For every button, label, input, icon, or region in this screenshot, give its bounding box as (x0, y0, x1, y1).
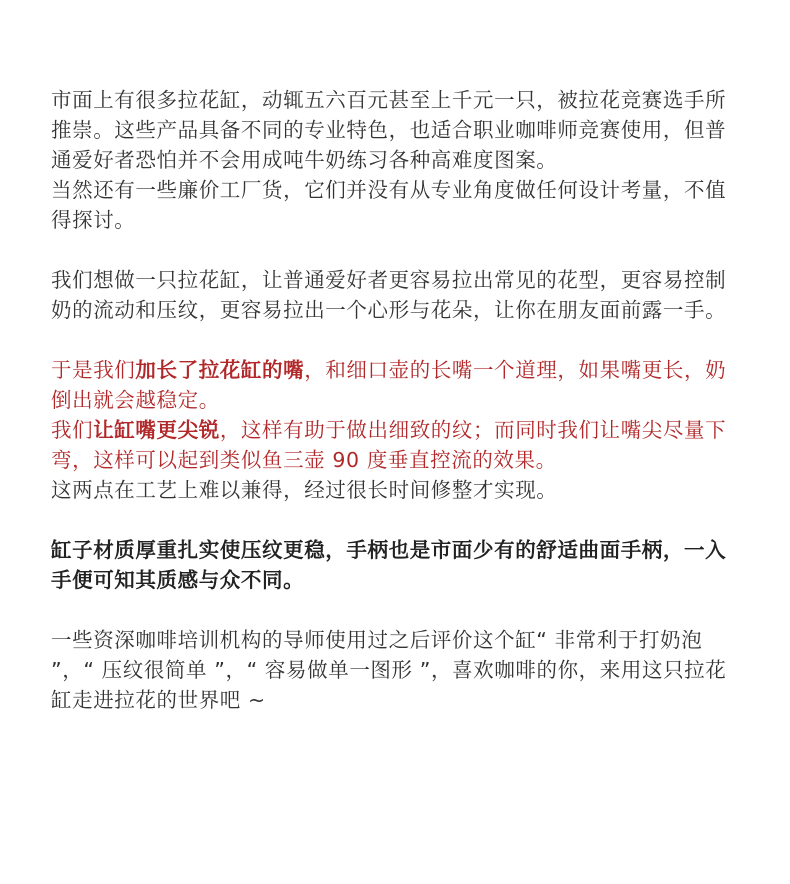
text-segment: ，和细口壶的长嘴一个道理，如果嘴更长，奶倒出就会越稳定。 (51, 358, 727, 412)
paragraph-gap (51, 595, 741, 625)
paragraph-gap (51, 235, 741, 265)
paragraph-market-intro: 市面上有很多拉花缸，动辄五六百元甚至上千元一只，被拉花竞赛选手所推崇。这些产品具备不同的专业特色，也适合职业咖啡师竞赛使用，但普通爱好者恐怕并不会用成吨牛奶练习各种高难度图案。 (51, 88, 727, 172)
paragraph-reviews: 一些资深咖啡培训机构的导师使用过之后评价这个缸“ 非常利于打奶泡 ”，“ 压纹很简单 ”，“ 容易做单一图形 ”，喜欢咖啡的你，来用这只拉花缸走进拉花的世界吧 ~ (51, 628, 727, 712)
paragraph-sharper-spout (51, 415, 741, 475)
text-segment: ，这样有助于做出细致的纹；而同时我们让嘴尖尽量下弯，这样可以起到类似鱼三壶 90 度垂直控流的效果。 (51, 418, 727, 472)
text-segment: 我们 (51, 418, 94, 442)
highlight-sharper-spout: 让缸嘴更尖锐 (93, 418, 220, 442)
paragraph-cheap-products: 当然还有一些廉价工厂货，它们并没有从专业角度做任何设计考量，不值得探讨。 (51, 178, 727, 232)
highlight-longer-spout: 加长了拉花缸的嘴 (135, 358, 305, 382)
paragraph-gap (51, 325, 741, 355)
paragraph-craftsmanship: 这两点在工艺上难以兼得，经过很长时间修整才实现。 (51, 478, 558, 502)
paragraph-our-goal: 我们想做一只拉花缸，让普通爱好者更容易拉出常见的花型，更容易控制奶的流动和压纹，更容易拉出一个心形与花朵，让你在朋友面前露一手。 (51, 268, 727, 322)
article-body (51, 85, 741, 715)
paragraph-material-handle: 缸子材质厚重扎实使压纹更稳，手柄也是市面少有的舒适曲面手柄，一入手便可知其质感与众不同。 (51, 538, 727, 592)
paragraph-gap (51, 505, 741, 535)
paragraph-longer-spout (51, 355, 741, 415)
text-segment: 于是我们 (51, 358, 136, 382)
